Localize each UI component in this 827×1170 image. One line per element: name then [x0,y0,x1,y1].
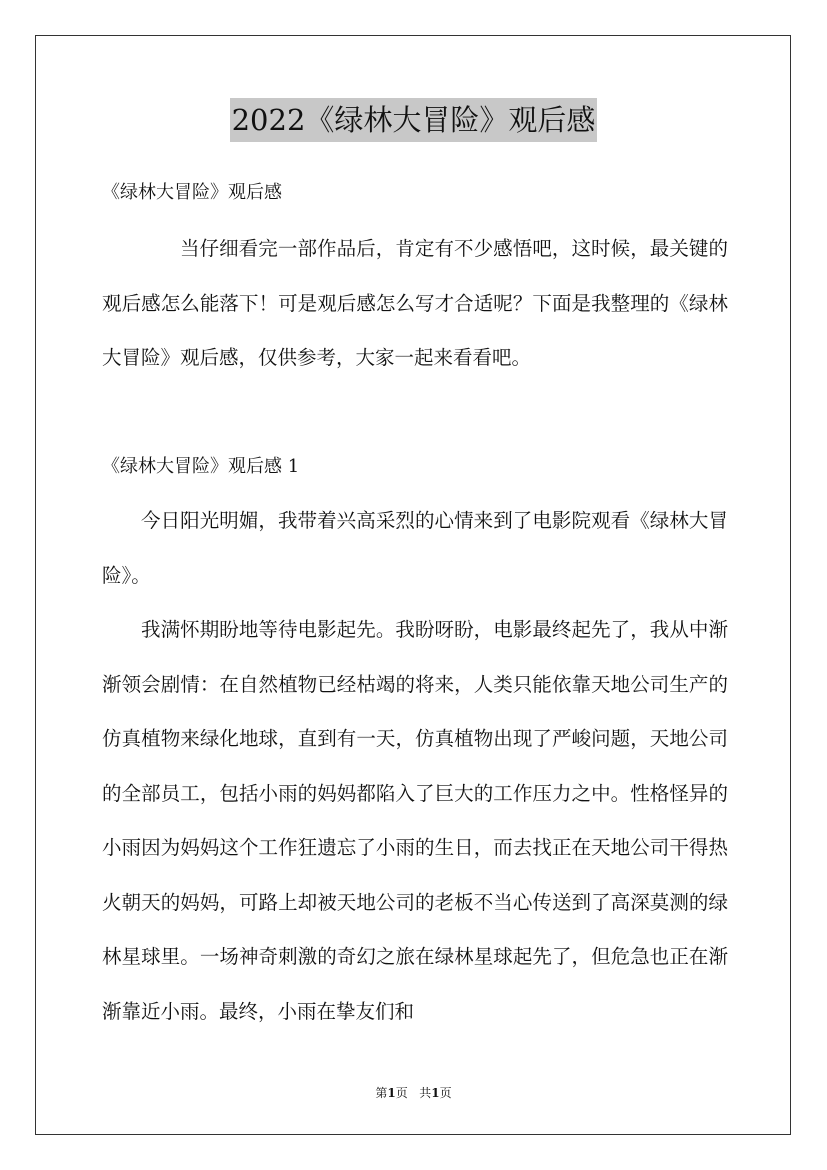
page-prefix: 第 [375,1086,388,1100]
body-paragraph: 今日阳光明媚，我带着兴高采烈的心情来到了电影院观看《绿林大冒险》。 [102,509,728,587]
body-paragraph: 我满怀期盼地等待电影起先。我盼呀盼，电影最终起先了，我从中渐渐领会剧情：在自然植物已经枯竭的将来，人类只能依靠天地公司生产的仿真植物来绿化地球，直到有一天，仿真植物出现了严峻问题，天地公司的全部员工，包括小雨的妈妈都陷入了巨大的工作压力之中。性格怪异的小雨因为妈妈这个工作狂遗忘了小雨的生日，而去找正在天地公司干得热火朝天的妈妈，可路上却被天地公司的老板不当心传送到了高深莫测的绿林星球里。一场神奇刺激的奇幻之旅在绿林星球起先了，但危急也正在渐渐靠近小雨。最终，小雨在挚友们和 [102,618,728,1023]
section-heading: 《绿林大冒险》观后感 1 [102,456,300,477]
document-subtitle: 《绿林大冒险》观后感 [102,182,282,203]
document-title: 2022《绿林大冒险》观后感 [230,98,598,142]
page-number: 1 [387,1086,396,1100]
total-suffix: 页 [439,1086,452,1100]
intro-paragraph: 当仔细看完一部作品后，肯定有不少感悟吧，这时候，最关键的观后感怎么能落下！可是观后感怎么写才合适呢？下面是我整理的《绿林大冒险》观后感，仅供参考，大家一起来看看吧。 [102,237,728,369]
title-container [0,98,827,142]
total-pages: 1 [431,1086,440,1100]
page-footer [0,1084,827,1102]
total-prefix: 共 [419,1086,432,1100]
page-suffix: 页 [395,1086,408,1100]
